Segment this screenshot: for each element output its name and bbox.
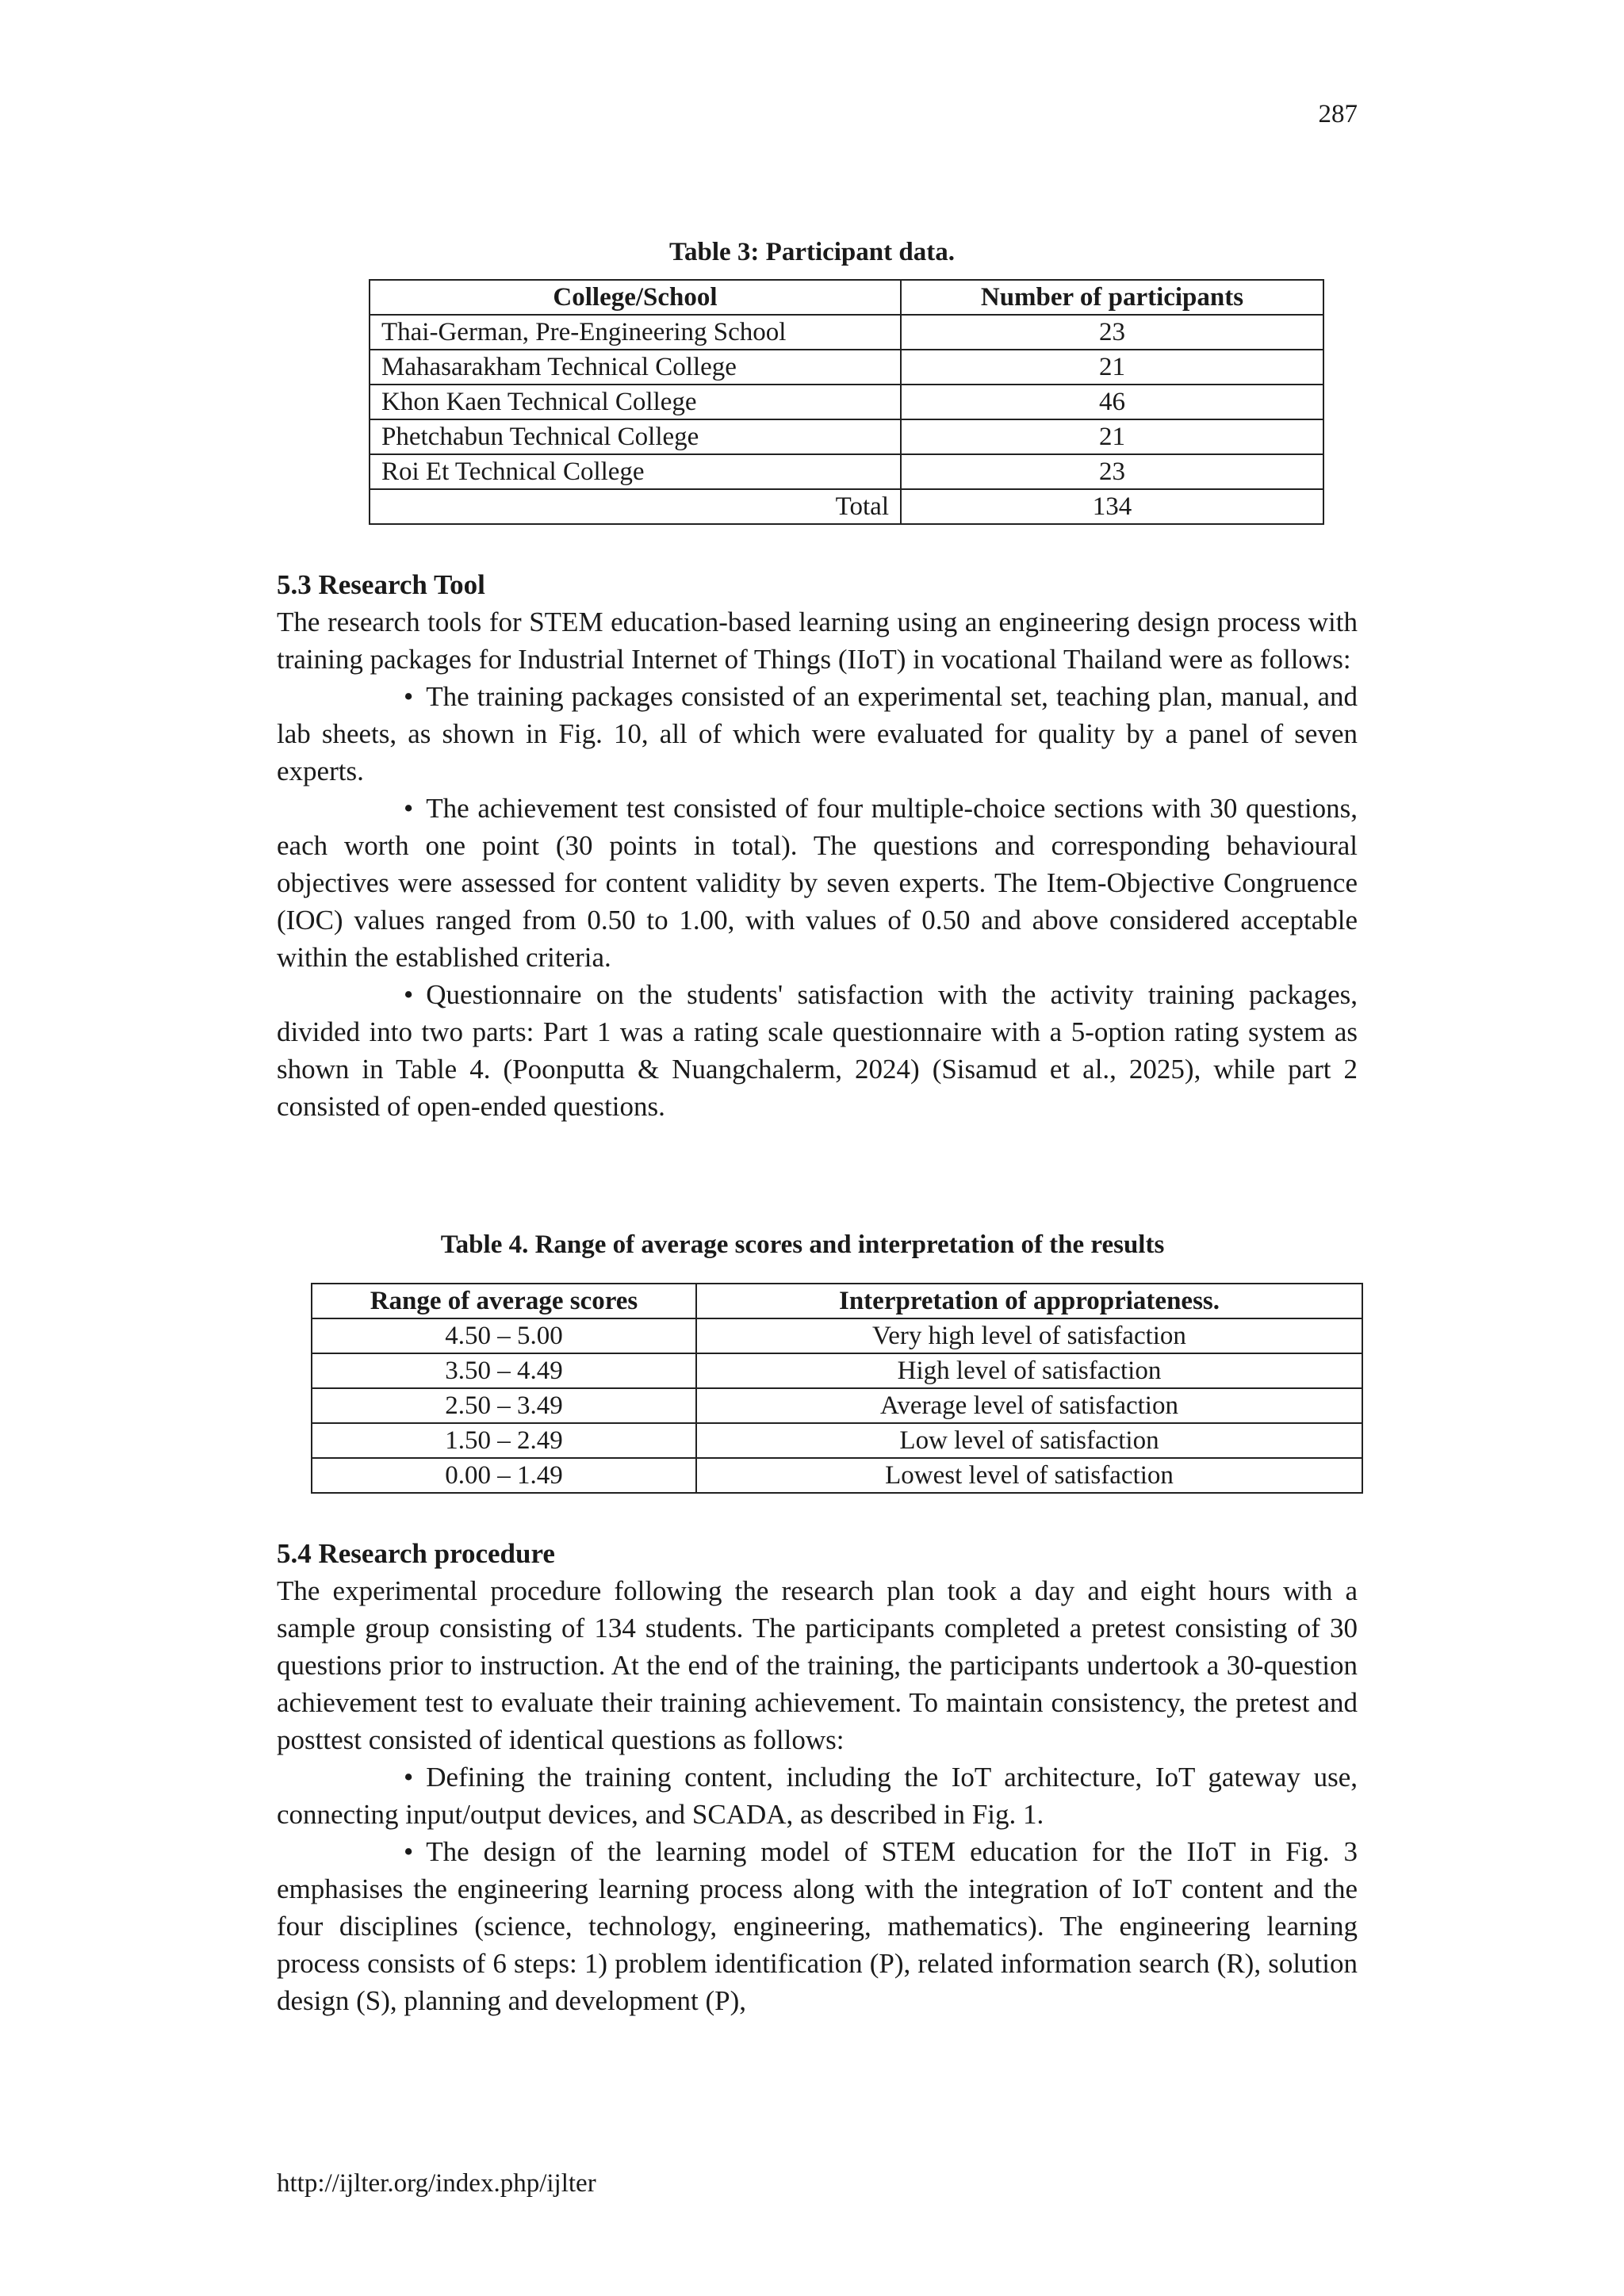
bullet-text: The design of the learning model of STEM education for the IIoT in Fig. 3 emphasises the engineering learning process along with the integration of IoT content and the four disciplines (science, technology, engineering, mathematics). The engineering learning process consists of 6 steps: 1) problem identification (P), related information search (R), solution design (S), planning and development (P), xyxy=(277,1836,1358,2016)
footer-url: http://ijlter.org/index.php/ijlter xyxy=(277,2169,596,2198)
table-row xyxy=(370,419,1323,454)
bullet-icon: • xyxy=(404,1836,414,1867)
column-header: Interpretation of appropriateness. xyxy=(696,1284,1362,1318)
total-label: Total xyxy=(370,489,901,524)
bullet-item xyxy=(277,678,1358,790)
score-range-table xyxy=(311,1283,1363,1494)
table-row xyxy=(312,1353,1362,1388)
table-header-row xyxy=(370,280,1323,315)
total-value: 134 xyxy=(901,489,1323,524)
table-cell: Thai-German, Pre-Engineering School xyxy=(370,315,901,350)
bullet-text: Defining the training content, including the IoT architecture, IoT gateway use, connecting input/output devices, and SCADA, as described in Fig. 1. xyxy=(277,1762,1358,1830)
bullet-item xyxy=(277,976,1358,1125)
table-header-row xyxy=(312,1284,1362,1318)
paragraph: The experimental procedure following the research plan took a day and eight hours with a sample group consisting of 134 students. The participants completed a pretest consisting of 30 questions prior to instruction. At the end of the training, the participants undertook a 30-question achievement test to evaluate their training achievement. To maintain consistency, the pretest and posttest consisted of identical questions as follows: xyxy=(277,1575,1358,1755)
table-row xyxy=(312,1318,1362,1353)
table-cell: Phetchabun Technical College xyxy=(370,419,901,454)
table-cell: Roi Et Technical College xyxy=(370,454,901,489)
bullet-item xyxy=(277,790,1358,976)
table-cell: Low level of satisfaction xyxy=(696,1423,1362,1458)
participant-table xyxy=(369,279,1324,525)
table-cell: 23 xyxy=(901,315,1323,350)
section-heading: 5.4 Research procedure xyxy=(277,1538,555,1569)
table-cell: 23 xyxy=(901,454,1323,489)
bullet-icon: • xyxy=(404,681,414,712)
table-cell: 4.50 – 5.00 xyxy=(312,1318,696,1353)
table-row xyxy=(370,350,1323,385)
bullet-item xyxy=(277,1833,1358,2019)
table-cell: 1.50 – 2.49 xyxy=(312,1423,696,1458)
table-cell: 3.50 – 4.49 xyxy=(312,1353,696,1388)
page-number: 287 xyxy=(1318,100,1358,128)
section-5-3 xyxy=(277,566,1358,1125)
table-cell: 46 xyxy=(901,385,1323,419)
table-cell: Average level of satisfaction xyxy=(696,1388,1362,1423)
bullet-icon: • xyxy=(404,979,414,1010)
bullet-item xyxy=(277,1758,1358,1833)
bullet-text: The achievement test consisted of four multiple-choice sections with 30 questions, each worth one point (30 points in total). The questions and corresponding behavioural objectives were assessed for content validity by seven experts. The Item-Objective Congruence (IOC) values ranged from 0.50 to 1.00, with values of 0.50 and above considered acceptable within the established criteria. xyxy=(277,793,1358,973)
bullet-icon: • xyxy=(404,1762,414,1793)
table4-caption: Table 4. Range of average scores and interpretation of the results xyxy=(440,1230,1165,1259)
column-header: College/School xyxy=(370,280,901,315)
table-row xyxy=(370,385,1323,419)
table3-caption: Table 3: Participant data. xyxy=(669,238,955,266)
bullet-text: Questionnaire on the students' satisfaction with the activity training packages, divided into two parts: Part 1 was a rating scale questionnaire with a 5-option rating system as shown in Table 4. (Poonputta & Nuangchalerm, 2024) (Sisamud et al., 2025), while part 2 consisted of open-ended questions. xyxy=(277,979,1358,1122)
table-row xyxy=(370,315,1323,350)
section-heading: 5.3 Research Tool xyxy=(277,569,485,600)
table-cell: 2.50 – 3.49 xyxy=(312,1388,696,1423)
table-cell: Very high level of satisfaction xyxy=(696,1318,1362,1353)
column-header: Range of average scores xyxy=(312,1284,696,1318)
table-cell: High level of satisfaction xyxy=(696,1353,1362,1388)
table-total-row xyxy=(370,489,1323,524)
table-cell: 21 xyxy=(901,419,1323,454)
table-row xyxy=(370,454,1323,489)
table-row xyxy=(312,1458,1362,1493)
bullet-icon: • xyxy=(404,793,414,824)
table-cell: Lowest level of satisfaction xyxy=(696,1458,1362,1493)
table-cell: Mahasarakham Technical College xyxy=(370,350,901,385)
paragraph: The research tools for STEM education-based learning using an engineering design process with training packages for Industrial Internet of Things (IIoT) in vocational Thailand were as follows: xyxy=(277,607,1358,675)
table-cell: Khon Kaen Technical College xyxy=(370,385,901,419)
table-cell: 0.00 – 1.49 xyxy=(312,1458,696,1493)
bullet-text: The training packages consisted of an experimental set, teaching plan, manual, and lab sheets, as shown in Fig. 10, all of which were evaluated for quality by a panel of seven experts. xyxy=(277,681,1358,786)
table-cell: 21 xyxy=(901,350,1323,385)
table-row xyxy=(312,1423,1362,1458)
column-header: Number of participants xyxy=(901,280,1323,315)
section-5-4 xyxy=(277,1535,1358,2019)
table-row xyxy=(312,1388,1362,1423)
